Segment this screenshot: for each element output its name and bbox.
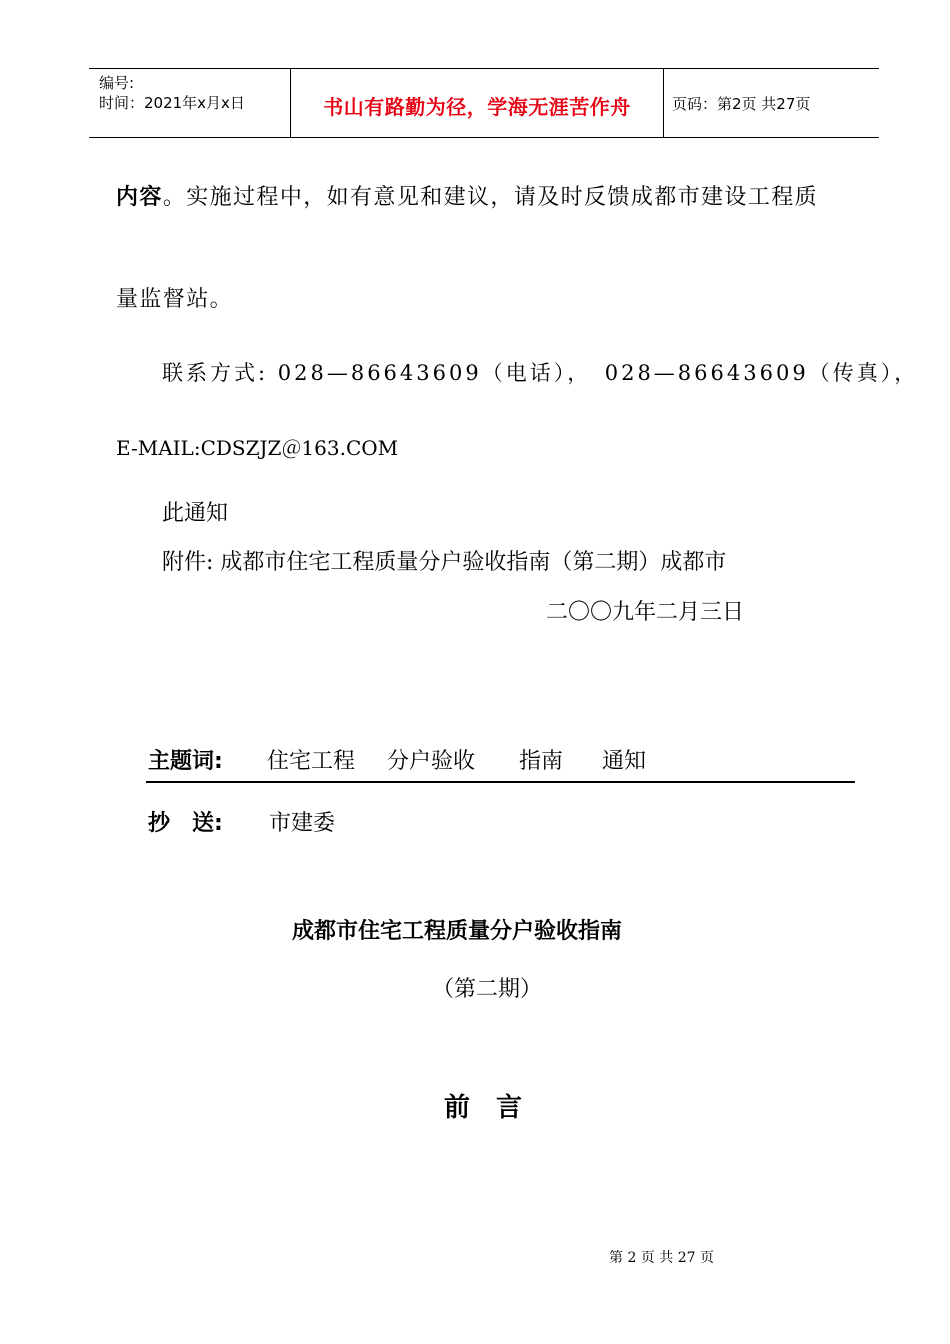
paragraph-line: 量监督站。 — [116, 287, 234, 312]
header-divider — [663, 69, 664, 137]
divider-rule — [146, 781, 855, 783]
contact-line: 联系方式: 028—86643609（电话）， 028—86643609（传真）， — [162, 361, 919, 385]
email-line: E-MAIL:CDSZJZ＠163.COM — [116, 436, 399, 460]
cc-label: 抄 送: — [148, 811, 223, 836]
serial-label: 编号: — [99, 74, 135, 92]
attachment-line: 附件: 成都市住宅工程质量分户验收指南（第二期）成都市 — [162, 550, 727, 575]
paragraph-line — [116, 180, 818, 211]
header-meta — [99, 73, 245, 113]
header-page-info: 页码：第2页 共27页 — [672, 95, 811, 113]
header-motto: 书山有路勤为径，学海无涯苦作舟 — [323, 95, 631, 119]
document-title: 成都市住宅工程质量分户验收指南 — [292, 919, 623, 944]
bold-lead: 内容 — [116, 185, 163, 210]
document-subtitle: （第二期） — [432, 977, 543, 1002]
time-label: 时间：2021年x月x日 — [99, 94, 245, 112]
preface-heading: 前 言 — [444, 1093, 523, 1123]
date-line: 二〇〇九年二月三日 — [546, 600, 745, 625]
keyword-item: 通知 — [602, 749, 647, 774]
paragraph-text: 。实施过程中，如有意见和建议，请及时反馈成都市建设工程质 — [162, 185, 819, 210]
notice-line: 此通知 — [162, 501, 229, 526]
cc-value: 市建委 — [269, 811, 336, 836]
keyword-item: 指南 — [519, 749, 564, 774]
keywords-label: 主题词: — [148, 749, 223, 774]
keyword-item: 住宅工程 — [267, 749, 356, 774]
page-footer: 第 2 页 共 27 页 — [609, 1250, 714, 1266]
page-header — [89, 68, 879, 138]
keyword-item: 分户验收 — [387, 749, 476, 774]
